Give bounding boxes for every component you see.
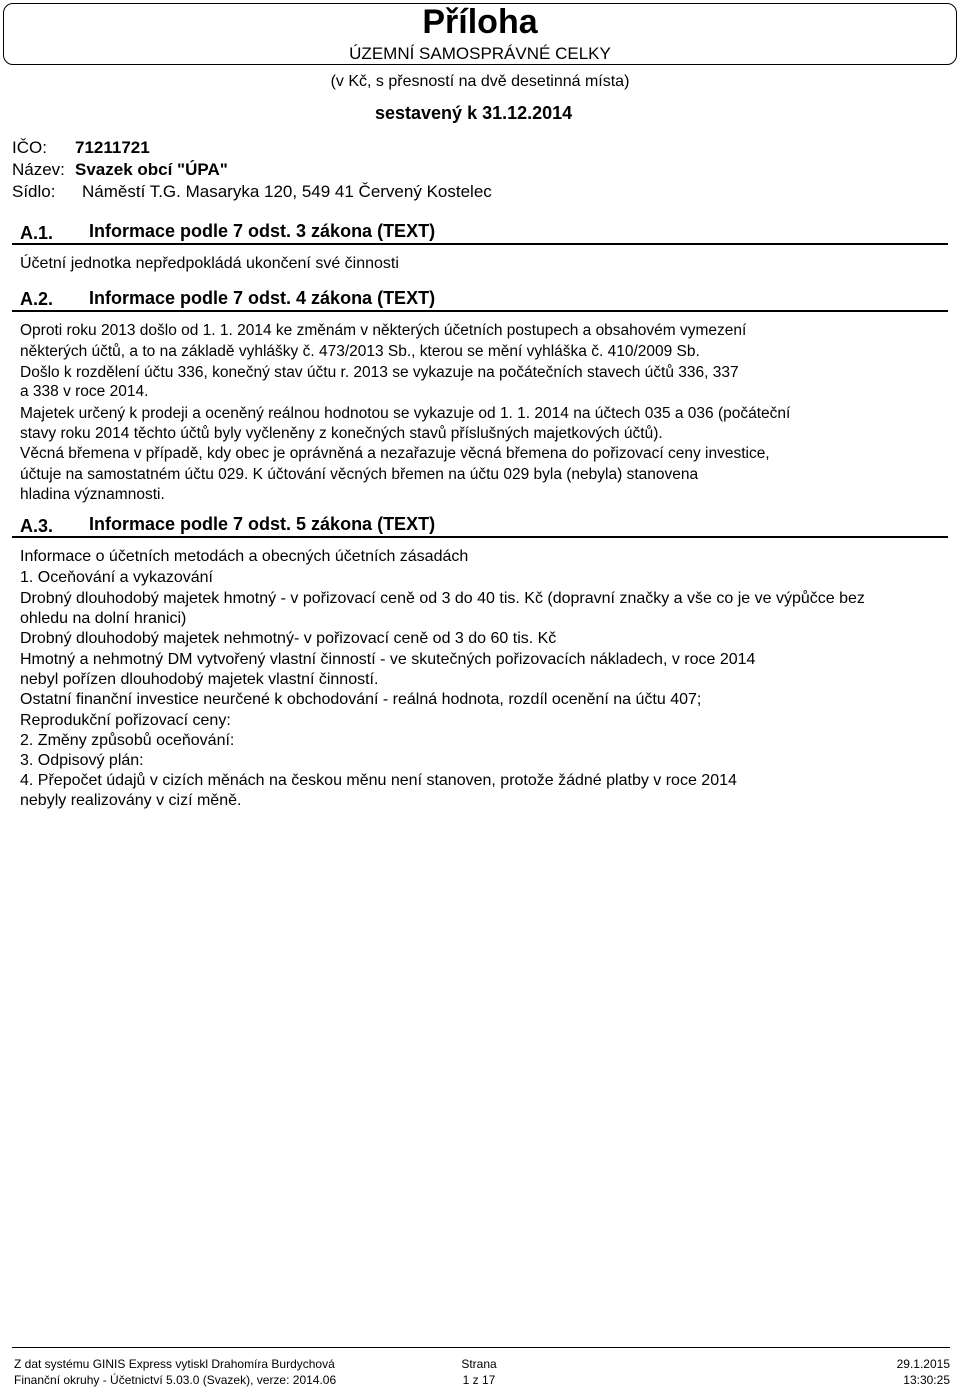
section-a3-line: Reprodukční pořizovací ceny: bbox=[20, 712, 231, 729]
section-a3-rule bbox=[12, 536, 948, 538]
seat-value: Náměstí T.G. Masaryka 120, 549 41 Červený Kostelec bbox=[82, 182, 492, 201]
section-a3-line: ohledu na dolní hranici) bbox=[20, 610, 187, 627]
section-a3-line: 1. Oceňování a vykazování bbox=[20, 569, 213, 586]
section-a3-line: 4. Přepočet údajů v cizích měnách na českou měnu není stanoven, protože žádné platby v roce 2014 bbox=[20, 772, 737, 789]
section-a2-line: Došlo k rozdělení účtu 336, konečný stav účtu r. 2013 se vykazuje na počátečních stavech účtů 336, 337 bbox=[20, 364, 739, 381]
section-a2-title: Informace podle 7 odst. 4 zákona (TEXT) bbox=[89, 288, 436, 308]
section-a2-line: a 338 v roce 2014. bbox=[20, 383, 149, 400]
section-a3-line: Drobný dlouhodobý majetek nehmotný- v pořizovací ceně od 3 do 60 tis. Kč bbox=[20, 630, 557, 647]
compiled-date: sestavený k 31.12.2014 bbox=[375, 103, 573, 123]
section-a2-line: hladina významnosti. bbox=[20, 486, 165, 503]
section-a2-line: Oproti roku 2013 došlo od 1. 1. 2014 ke změnám v některých účetních postupech a obsahovém vymezení bbox=[20, 322, 747, 339]
name-value: Svazek obcí "ÚPA" bbox=[75, 160, 228, 179]
section-a3-line: nebyl pořízen dlouhodobý majetek vlastní činností. bbox=[20, 671, 379, 688]
section-a3-line: nebyly realizovány v cizí měně. bbox=[20, 792, 242, 809]
section-a1-title: Informace podle 7 odst. 3 zákona (TEXT) bbox=[89, 221, 436, 241]
section-a2-line: stavy roku 2014 těchto účtů byly vyčleněny z konečných stavů příslušných majetkových účtů). bbox=[20, 425, 663, 442]
precision-note: (v Kč, s přesností na dvě desetinná místa) bbox=[330, 73, 630, 90]
name-label: Název: bbox=[12, 160, 65, 179]
section-a2-line: Majetek určený k prodeji a oceněný reálnou hodnotou se vykazuje od 1. 1. 2014 na účtech 035 a 036 (počáteční bbox=[20, 405, 791, 422]
ico-label: IČO: bbox=[12, 138, 47, 157]
section-a3-line: Ostatní finanční investice neurčené k obchodování - reálná hodnota, rozdíl ocenění na účtu 407; bbox=[20, 691, 702, 708]
section-a3-number: A.3. bbox=[20, 516, 54, 536]
footer-time: 13:30:25 bbox=[903, 1373, 950, 1387]
page-subtitle: ÚZEMNÍ SAMOSPRÁVNÉ CELKY bbox=[349, 44, 611, 63]
section-a2-line: Věcná břemena v případě, kdy obec je oprávněná a nezařazuje věcná břemena do pořizovací ceny investice, bbox=[20, 445, 770, 462]
section-a1-rule bbox=[12, 243, 948, 245]
footer-module: Finanční okruhy - Účetnictví 5.03.0 (Svazek), verze: 2014.06 bbox=[14, 1373, 337, 1387]
section-a2-number: A.2. bbox=[20, 289, 54, 309]
section-a2-rule bbox=[12, 310, 948, 312]
footer-date: 29.1.2015 bbox=[896, 1357, 950, 1371]
section-a1-number: A.1. bbox=[20, 223, 54, 243]
footer-printed-by: Z dat systému GINIS Express vytiskl Drahomíra Burdychová bbox=[14, 1357, 335, 1371]
section-a3-line: Hmotný a nehmotný DM vytvořený vlastní činností - ve skutečných pořizovacích nákladech, v roce 2014 bbox=[20, 651, 756, 668]
section-a2-line: účtuje na samostatném účtu 029. K účtování věcných břemen na účtu 029 byla (nebyla) stanovena bbox=[20, 466, 699, 483]
footer-page-value: 1 z 17 bbox=[462, 1373, 496, 1387]
section-a3-line: 3. Odpisový plán: bbox=[20, 752, 144, 769]
section-a2-line: některých účtů, a to na základě vyhlášky č. 473/2013 Sb., kterou se mění vyhláška č. 410/2009 Sb. bbox=[20, 343, 700, 360]
page-title: Příloha bbox=[422, 3, 538, 41]
seat-label: Sídlo: bbox=[12, 182, 56, 201]
footer-page-label: Strana bbox=[461, 1357, 497, 1371]
footer-rule bbox=[12, 1347, 950, 1348]
section-a3-line: 2. Změny způsobů oceňování: bbox=[20, 732, 235, 749]
ico-value: 71211721 bbox=[75, 138, 150, 157]
section-a1-line: Účetní jednotka nepředpokládá ukončení své činnosti bbox=[20, 255, 399, 272]
section-a3-line: Drobný dlouhodobý majetek hmotný - v pořizovací ceně od 3 do 40 tis. Kč (dopravní značky a vše co je ve výpůčce bez bbox=[20, 590, 865, 607]
section-a3-title: Informace podle 7 odst. 5 zákona (TEXT) bbox=[89, 514, 436, 534]
section-a3-line: Informace o účetních metodách a obecných účetních zásadách bbox=[20, 548, 469, 565]
